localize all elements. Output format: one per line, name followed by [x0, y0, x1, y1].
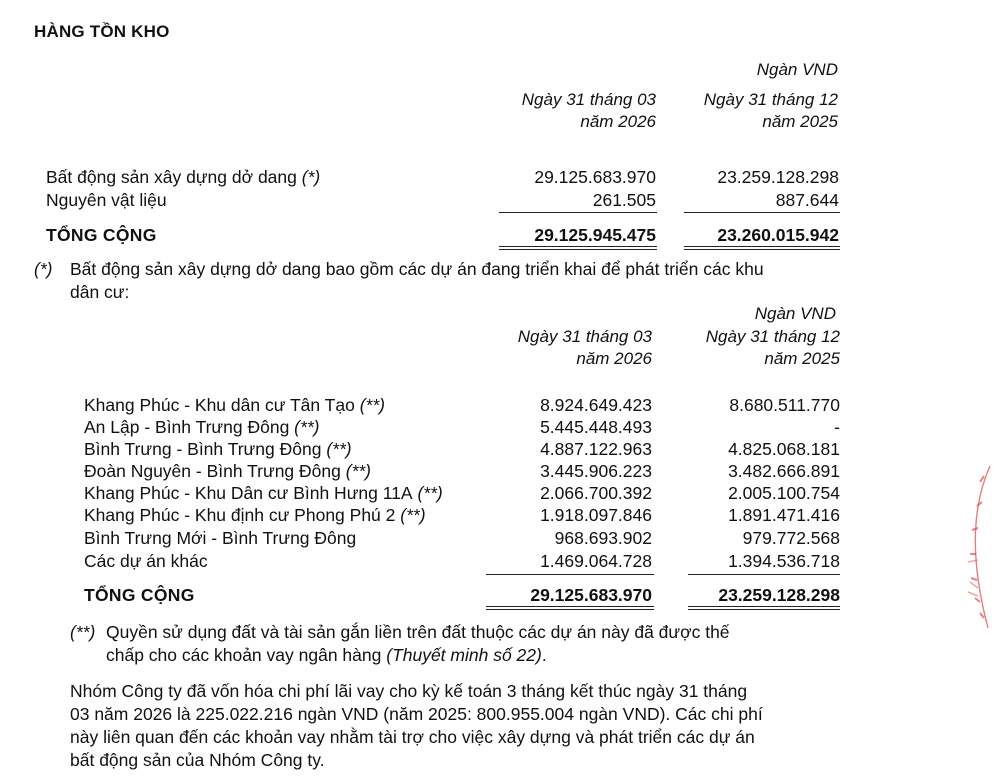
row-label: [84, 416, 319, 438]
row-value-2025: 2.005.100.754: [728, 483, 840, 503]
row-value-2025: -: [834, 417, 840, 437]
footnote-mark: (**): [395, 505, 426, 525]
row-value-2026: 1.469.064.728: [540, 551, 652, 571]
section-heading: HÀNG TỒN KHO: [34, 22, 170, 41]
table-row: [0, 394, 1006, 416]
total-row: [0, 584, 1006, 606]
subtotal-rule: [499, 212, 657, 213]
row-label: [84, 394, 385, 416]
footnote-reference: (Thuyết minh số 22): [386, 645, 542, 665]
table-row: [0, 460, 1006, 482]
row-label-text: Khang Phúc - Khu định cư Phong Phú 2: [84, 505, 396, 525]
row-value-2026: 1.918.097.846: [540, 505, 652, 525]
footnote-line: [106, 644, 850, 667]
total-double-rule: [688, 606, 840, 610]
row-value-2025: 979.772.568: [742, 528, 840, 548]
footnote-mark: (**): [340, 461, 372, 481]
footnote-text: [70, 258, 854, 304]
total-value-2026: 29.125.683.970: [530, 585, 652, 605]
row-value-2026: 261.505: [592, 190, 656, 210]
row-label: [46, 166, 320, 188]
row-value-2025: 887.644: [775, 190, 839, 210]
footnote-mark: (**): [70, 622, 96, 642]
footnote-mark: (**): [321, 439, 352, 459]
table1-col2-line2: năm 2025: [762, 112, 838, 131]
total-value-2026: 29.125.945.475: [534, 225, 656, 245]
table1-col1-line1: Ngày 31 tháng 03: [521, 90, 656, 109]
table1-col2-header: [704, 89, 838, 133]
row-value-2025: 3.482.666.891: [728, 461, 840, 481]
table-row: [0, 482, 1006, 504]
table1-col1-line2: năm 2026: [580, 112, 656, 131]
row-value-2026: 8.924.649.423: [540, 395, 652, 415]
footnote-text-end: .: [541, 645, 547, 665]
paragraph-line: này liên quan đến các khoản vay nhằm tài trợ cho việc xây dựng và phát triển các dự án: [70, 727, 755, 747]
row-value-2025: 23.259.128.298: [717, 167, 839, 187]
footnote-mark: (**): [412, 483, 443, 503]
total-label: TỔNG CỘNG: [46, 225, 157, 245]
table-row: [0, 504, 1006, 526]
paragraph-line: 03 năm 2026 là 225.022.216 ngàn VND (năm 2025: 800.955.004 ngàn VND). Các chi phí: [70, 704, 763, 724]
row-label-text: An Lập - Bình Trưng Đông: [84, 417, 290, 437]
red-seal-fragment: [960, 462, 992, 632]
table-row: [0, 527, 1006, 549]
row-value-2026: 4.887.122.963: [540, 439, 652, 459]
total-label: TỔNG CỘNG: [84, 585, 195, 605]
total-value-2025: 23.260.015.942: [717, 225, 839, 245]
footnote-double: [70, 621, 850, 667]
table2-col2-header: [706, 326, 840, 370]
footnote-text: [106, 621, 850, 667]
footnote-line: dân cư:: [70, 282, 130, 302]
row-value-2026: 2.066.700.392: [540, 483, 652, 503]
row-label: [84, 482, 443, 504]
row-value-2026: 3.445.906.223: [540, 461, 652, 481]
total-double-rule: [486, 606, 654, 610]
row-label: [84, 460, 371, 482]
body-paragraph: [70, 680, 870, 772]
row-value-2026: 29.125.683.970: [534, 167, 656, 187]
table2-col2-line2: năm 2025: [764, 349, 840, 368]
row-label-text: Khang Phúc - Khu dân cư Tân Tạo: [84, 395, 355, 415]
row-label-text: Bất động sản xây dựng dở dang: [46, 167, 297, 187]
row-label: Bình Trưng Mới - Bình Trưng Đông: [84, 528, 357, 548]
row-value-2025: 4.825.068.181: [728, 439, 840, 459]
table2-col1-header: [518, 326, 652, 370]
table1-unit: Ngàn VND: [756, 60, 838, 79]
row-label-text: Khang Phúc - Khu Dân cư Bình Hưng 11A: [84, 483, 413, 503]
paragraph-line: bất động sản của Nhóm Công ty.: [70, 750, 325, 770]
table-row: [0, 438, 1006, 460]
paragraph-line: Nhóm Công ty đã vốn hóa chi phí lãi vay cho kỳ kế toán 3 tháng kết thúc ngày 31 tháng: [70, 681, 748, 701]
footnote-line: Quyền sử dụng đất và tài sản gắn liền trên đất thuộc các dự án này đã được thế: [106, 622, 730, 642]
subtotal-rule: [684, 212, 840, 213]
total-row: [0, 224, 1006, 246]
row-value-2026: 5.445.448.493: [540, 417, 652, 437]
row-value-2025: 8.680.511.770: [729, 395, 840, 415]
row-label: [84, 438, 352, 460]
total-double-rule: [684, 246, 840, 250]
total-double-rule: [499, 246, 657, 250]
footnote-mark: (**): [289, 417, 320, 437]
footnote-text-plain: chấp cho các khoản vay ngân hàng: [106, 645, 387, 665]
table1-col2-line1: Ngày 31 tháng 12: [703, 90, 838, 109]
subtotal-rule: [688, 574, 840, 575]
table-row: [0, 189, 1006, 211]
footnote-line: Bất động sản xây dựng dở dang bao gồm các dự án đang triển khai để phát triển các khu: [70, 259, 764, 279]
table-row: [0, 166, 1006, 188]
row-value-2026: 968.693.902: [554, 528, 652, 548]
row-label: Các dự án khác: [84, 551, 208, 571]
table-row: [0, 416, 1006, 438]
subtotal-rule: [486, 574, 654, 575]
footnote-mark: (*): [296, 167, 321, 187]
row-value-2025: 1.394.536.718: [728, 551, 840, 571]
total-value-2025: 23.259.128.298: [718, 585, 840, 605]
footnote-mark: (**): [354, 395, 385, 415]
row-label-text: Đoàn Nguyên - Bình Trưng Đông: [84, 461, 341, 481]
row-label-text: Bình Trưng - Bình Trưng Đông: [84, 439, 322, 459]
table2-col1-line1: Ngày 31 tháng 03: [517, 327, 652, 346]
row-label: Nguyên vật liệu: [46, 190, 167, 210]
footnote-single: [34, 258, 854, 304]
table-row: [0, 550, 1006, 572]
table2-col2-line1: Ngày 31 tháng 12: [705, 327, 840, 346]
row-value-2025: 1.891.471.416: [728, 505, 840, 525]
table1-col1-header: [522, 89, 656, 133]
table2-unit: Ngàn VND: [754, 304, 836, 323]
table2-col1-line2: năm 2026: [576, 349, 652, 368]
footnote-mark: (*): [34, 259, 53, 279]
row-label: [84, 504, 426, 526]
